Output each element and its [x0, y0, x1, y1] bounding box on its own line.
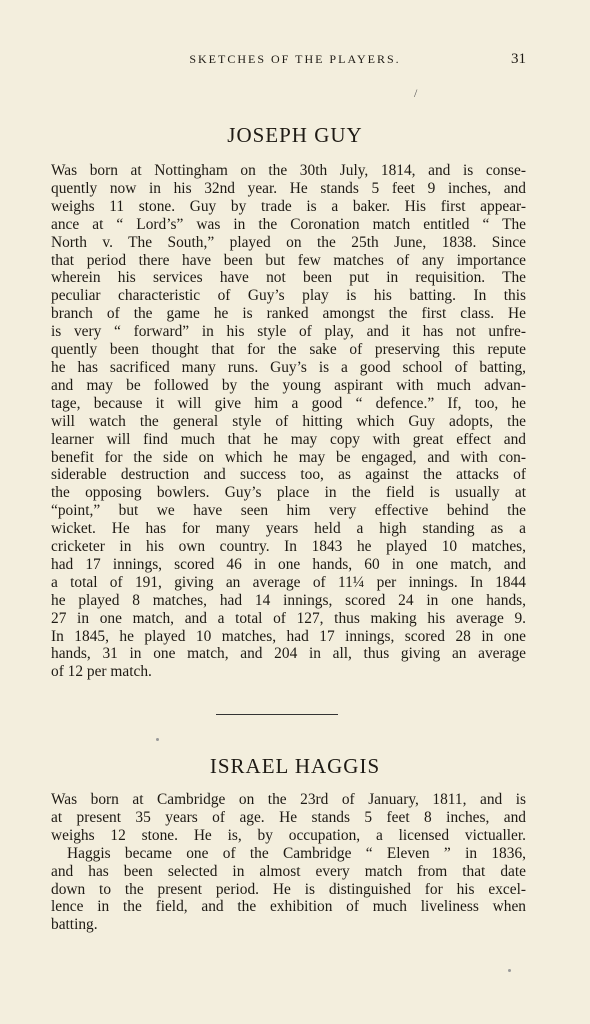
text-line: he played 8 matches, had 14 innings, scored 24 in one hands, [51, 591, 526, 609]
text-line: In 1845, he played 10 matches, had 17 innings, scored 28 in one [51, 627, 526, 645]
text-line: weighs 12 stone. He is, by occupation, a licensed victualler. [51, 826, 526, 844]
text-line: North v. The South,” played on the 25th June, 1838. Since [51, 233, 526, 251]
text-line: Haggis became one of the Cambridge “ Eleven ” in 1836, [67, 844, 526, 862]
page-number: 31 [511, 51, 526, 67]
text-line: cricketer in his own country. In 1843 he played 10 matches, [51, 538, 526, 556]
section-body-israel-haggis [51, 791, 526, 934]
text-line: peculiar characteristic of Guy’s play is his batting. In this [51, 287, 526, 305]
text-line: will watch the general style of hitting which Guy adopts, the [51, 412, 526, 430]
text-line: wherein his services have not been put in requisition. The [51, 269, 526, 287]
text-line: Was born at Cambridge on the 23rd of January, 1811, and is [51, 791, 526, 808]
text-line: of 12 per match. [51, 663, 152, 681]
text-line: he has sacrificed many runs. Guy’s is a good school of batting, [51, 358, 526, 376]
text-line: hands, 31 in one match, and 204 in all, thus giving an average [51, 645, 526, 663]
text-line: that period there have been but few matches of any importance [51, 251, 526, 269]
text-line: benefit for the side on which he may be engaged, and with con- [51, 448, 526, 466]
running-head [0, 52, 590, 72]
text-line: ance at “ Lord’s” was in the Coronation match entitled “ The [51, 215, 526, 233]
text-line: lence in the field, and the exhibition of much liveliness when [51, 898, 526, 916]
text-line: branch of the game he is ranked amongst the first class. He [51, 305, 526, 323]
text-line: is very “ forward” in his style of play, and it has not unfre- [51, 323, 526, 341]
running-title: SKETCHES OF THE PLAYERS. [189, 52, 401, 66]
paper-speck [508, 969, 511, 972]
text-line: tage, because it will give him a good “ defence.” If, too, he [51, 394, 526, 412]
text-line: learner will find much that he may copy with great effect and [51, 430, 526, 448]
text-line: siderable destruction and success too, as against the attacks of [51, 466, 526, 484]
text-line: down to the present period. He is distinguished for his excel- [51, 880, 526, 898]
text-line: and has been selected in almost every match from that date [51, 862, 526, 880]
text-line: wicket. He has for many years held a high standing as a [51, 520, 526, 538]
text-line: and may be followed by the young aspirant with much advan- [51, 376, 526, 394]
section-heading-israel-haggis: ISRAEL HAGGIS [209, 754, 381, 778]
text-line: quently been thought that for the sake of preserving this repute [51, 341, 526, 359]
text-line: Was born at Nottingham on the 30th July, 1814, and is conse- [51, 162, 526, 179]
text-line: weighs 11 stone. Guy by trade is a baker. His first appear- [51, 197, 526, 215]
text-line: batting. [51, 916, 98, 934]
paper-speck [156, 738, 159, 741]
text-line: “point,” but we have seen him very effective behind the [51, 502, 526, 520]
text-line: at present 35 years of age. He stands 5 feet 8 inches, and [51, 808, 526, 826]
text-line: 27 in one match, and a total of 127, thus making his average 9. [51, 609, 526, 627]
section-divider-rule [216, 714, 338, 715]
section-heading-joseph-guy: JOSEPH GUY [227, 123, 363, 147]
section-body-joseph-guy [51, 162, 526, 681]
text-line: the opposing bowlers. Guy’s place in the field is usually at [51, 484, 526, 502]
pencil-mark: / [414, 86, 418, 100]
text-line: quently now in his 32nd year. He stands 5 feet 9 inches, and [51, 179, 526, 197]
text-line: a total of 191, giving an average of 11¼ per innings. In 1844 [51, 573, 526, 591]
text-line: had 17 innings, scored 46 in one hands, 60 in one match, and [51, 555, 526, 573]
